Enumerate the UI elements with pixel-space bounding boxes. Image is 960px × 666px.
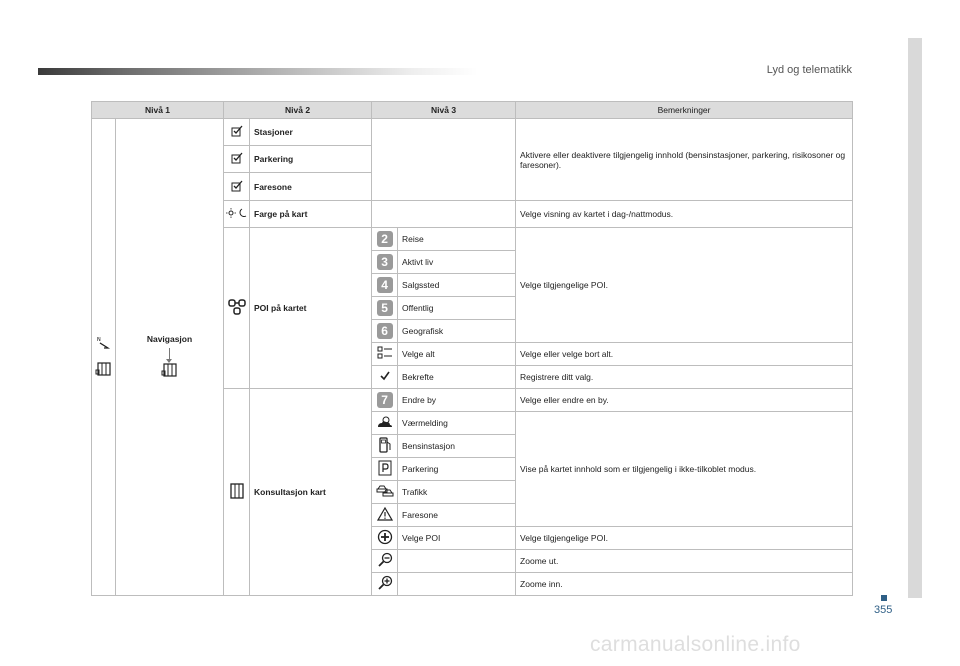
consult-map-label: Konsultasjon kart [250,389,372,596]
zoom-in-remark: Zoome inn. [516,573,853,596]
zoom-in-icon [372,573,398,596]
map-menu-icon [92,361,115,379]
zoom-out-remark: Zoome ut. [516,550,853,573]
select-poi-label: Velge POI [398,527,516,550]
page-marker [881,595,887,601]
watermark: carmanualsonline.info [590,633,801,656]
menu-reference-table [91,101,853,596]
navigation-label: Navigasjon [146,334,193,344]
change-city-remark: Velge eller endre en by. [516,389,853,412]
level2-navigation-cell [116,119,224,596]
parking-icon [372,458,398,481]
section-title: Lyd og telematikk [766,64,852,76]
add-poi-icon [372,527,398,550]
map-book-icon [224,389,250,596]
day-night-icon [224,201,250,228]
toggle-remark: Aktivere eller deaktivere tilgjengelig innhold (bensinstasjoner, parkering, risikosoner og faresoner). [516,119,853,201]
confirm-label: Bekrefte [398,366,516,389]
select-all-remark: Velge eller velge bort alt. [516,343,853,366]
navigation-north-icon [92,335,115,353]
poi-icon [224,228,250,389]
checkmark-icon [372,366,398,389]
stations-label: Stasjoner [250,119,372,146]
warning-triangle-icon [372,504,398,527]
number-badge-3: 3 [377,254,393,270]
level1-cell [92,119,116,596]
select-all-label: Velge alt [398,343,516,366]
danger-zone-label-2: Faresone [398,504,516,527]
header-remarks: Bemerkninger [516,102,853,119]
svg-text:N: N [96,337,101,343]
checkbox-icon [224,173,250,201]
header-gradient-bar [38,68,478,75]
empty-level3-cell [372,201,516,228]
number-badge-4: 4 [377,277,393,293]
poi-on-map-label: POI på kartet [250,228,372,389]
map-color-remark: Velge visning av kartet i dag-/nattmodus. [516,201,853,228]
zoom-out-empty [398,550,516,573]
header-level2: Nivå 2 [224,102,372,119]
page-number: 355 [874,604,893,616]
traffic-icon [372,481,398,504]
map-color-label: Farge på kart [250,201,372,228]
header-level1: Nivå 1 [92,102,224,119]
change-city-label: Endre by [398,389,516,412]
header-level3: Nivå 3 [372,102,516,119]
number-badge-2: 2 [377,231,393,247]
confirm-remark: Registrere ditt valg. [516,366,853,389]
number-badge-5: 5 [377,300,393,316]
number-badge-6: 6 [377,323,393,339]
poi-public-label: Offentlig [398,297,516,320]
poi-travel-label: Reise [398,228,516,251]
checkbox-icon [224,119,250,146]
parking-label-2: Parkering [398,458,516,481]
down-arrow-icon [169,348,170,360]
poi-remark: Velge tilgjengelige POI. [516,228,853,343]
zoom-out-icon [372,550,398,573]
poi-active-life-label: Aktivt liv [398,251,516,274]
empty-level3-cell [372,119,516,201]
map-menu-icon-2 [120,362,219,380]
select-poi-remark: Velge tilgjengelige POI. [516,527,853,550]
number-badge-7: 7 [377,392,393,408]
poi-sales-point-label: Salgssted [398,274,516,297]
traffic-label: Trafikk [398,481,516,504]
weather-label: Værmelding [398,412,516,435]
consult-remark: Vise på kartet innhold som er tilgjengelig i ikke-tilkoblet modus. [516,412,853,527]
parking-label: Parkering [250,146,372,173]
table-header-row [92,102,853,119]
zoom-in-empty [398,573,516,596]
fuel-station-label: Bensinstasjon [398,435,516,458]
table-row [92,119,853,146]
select-all-icon [372,343,398,366]
danger-zone-label: Faresone [250,173,372,201]
page-side-tab [908,38,922,598]
fuel-station-icon [372,435,398,458]
poi-geographic-label: Geografisk [398,320,516,343]
checkbox-icon [224,146,250,173]
weather-icon [372,412,398,435]
